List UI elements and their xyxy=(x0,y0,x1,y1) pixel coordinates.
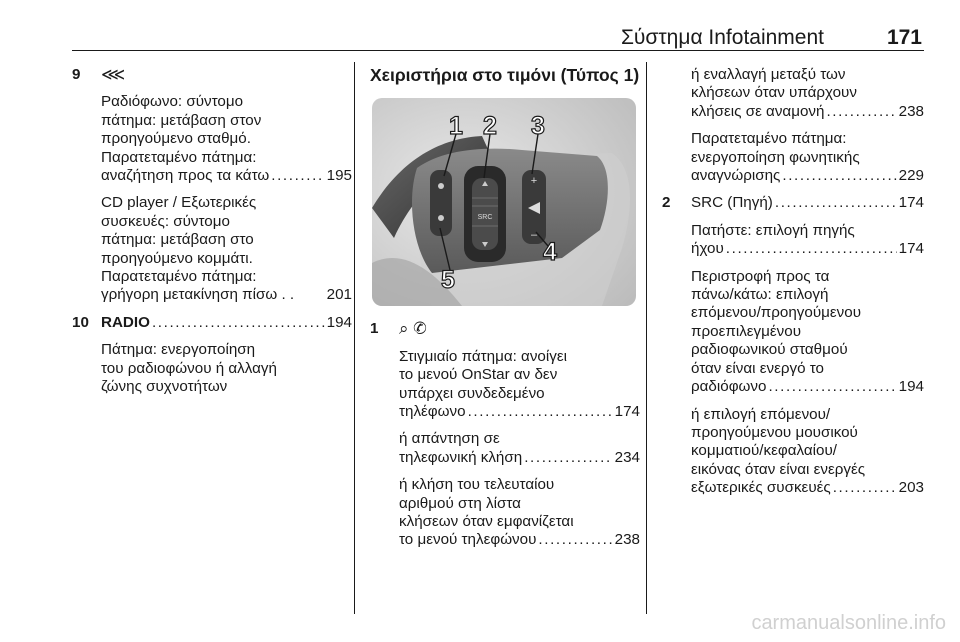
item-10 xyxy=(72,314,352,397)
item-9 xyxy=(72,66,352,305)
column-middle xyxy=(370,66,640,559)
page-number: 171 xyxy=(886,26,922,49)
item-number: 1 xyxy=(370,320,379,338)
callout-1: 1 xyxy=(449,112,463,141)
column-left xyxy=(72,66,352,406)
callout-4: 4 xyxy=(543,238,557,267)
phone-voice-symbol: ⌕ ✆ xyxy=(399,319,427,339)
page-reference: ήχου . . . 174 xyxy=(691,240,924,258)
paragraph: ή απάντηση σε τηλεφωνική κλήση . . . 234 xyxy=(399,430,640,467)
callout-3: 3 xyxy=(531,112,545,141)
item-number: 10 xyxy=(72,313,89,331)
paragraph: Περιστροφή προς τα πάνω/κάτω: επιλογή επόμενου/προηγούμενου προεπιλεγμένου ραδιοφωνικού σταθμού όταν είναι ενεργό το ραδιόφωνο . . . 194 xyxy=(691,268,924,397)
page-reference: εξωτερικές συσκευές . . . 203 xyxy=(691,479,924,497)
column-divider-right xyxy=(646,62,647,614)
callout-2: 2 xyxy=(483,112,497,141)
page-reference: RADIO . . . 194 xyxy=(101,314,352,332)
page-reference: SRC (Πηγή) . . . 174 xyxy=(691,194,924,212)
svg-text:+: + xyxy=(530,175,538,188)
item-number: 9 xyxy=(72,66,81,83)
column-right xyxy=(662,66,924,507)
src-wheel-label: SRC xyxy=(477,214,493,222)
callout-5: 5 xyxy=(441,266,455,295)
page-reference: αναγνώρισης . . . 229 xyxy=(691,167,924,185)
steering-wheel-illustration xyxy=(372,98,636,306)
seek-back-symbol: ⋘ xyxy=(101,65,126,84)
item-1 xyxy=(370,320,640,549)
page-reference: γρήγορη μετακίνηση πίσω . . 201 xyxy=(101,286,352,304)
paragraph: CD player / Εξωτερικές συσκευές: σύντομο πάτημα: μετάβαση στο προηγούμενο κομμάτι. Παρατεταμένο πάτημα: γρήγορη μετακίνηση πίσω . . 201 xyxy=(101,194,352,304)
paragraph: ή επιλογή επόμενου/ προηγούμενου μουσικού κομματιού/κεφαλαίου/ εικόνας όταν είναι ενεργές εξωτερικές συσκευές . . . 203 xyxy=(691,406,924,498)
paragraph: Παρατεταμένο πάτημα: ενεργοποίηση φωνητικής αναγνώρισης . . . 229 xyxy=(691,130,924,185)
page-header xyxy=(72,22,924,50)
section-title: Χειριστήρια στο τιμόνι (Τύπος 1) xyxy=(370,65,640,85)
column-divider-left xyxy=(354,62,355,614)
paragraph: Πάτημα: ενεργοποίηση του ραδιοφώνου ή αλλαγή ζώνης συχνοτήτων xyxy=(101,341,277,396)
item-number: 2 xyxy=(662,194,671,212)
steering-wheel-controls-figure xyxy=(372,98,636,306)
page-reference: το μενού τηλεφώνου . . . 238 xyxy=(399,531,640,549)
page-reference: κλήσεις σε αναμονή . . . 238 xyxy=(691,103,924,121)
paragraph: Ραδιόφωνο: σύντομο πάτημα: μετάβαση στον προηγούμενο σταθμό. Παρατεταμένο πάτημα: αναζήτηση προς τα κάτω . . . 195 xyxy=(101,93,352,185)
header-rule xyxy=(72,50,924,51)
paragraph: ή κλήση του τελευταίου αριθμού στη λίστα κλήσεων όταν εμφανίζεται το μενού τηλεφώνου . . . 238 xyxy=(399,476,640,550)
paragraph: ή εναλλαγή μεταξύ των κλήσεων όταν υπάρχουν κλήσεις σε αναμονή . . . 238 xyxy=(691,66,924,121)
page-reference: ραδιόφωνο . . . 194 xyxy=(691,378,924,396)
page-reference: τηλεφωνική κλήση . . . 234 xyxy=(399,449,640,467)
paragraph: Στιγμιαίο πάτημα: ανοίγει το μενού OnStar αν δεν υπάρχει συνδεδεμένο τηλέφωνο . . . 174 xyxy=(399,348,640,422)
page-title: Σύστημα Infotainment xyxy=(620,26,824,49)
item-1-continued xyxy=(662,66,924,185)
page-reference: τηλέφωνο . . . 174 xyxy=(399,403,640,421)
svg-text:–: – xyxy=(530,229,538,242)
paragraph: Πατήστε: επιλογή πηγής ήχου . . . 174 xyxy=(691,222,924,259)
item-2 xyxy=(662,194,924,497)
page-reference: αναζήτηση προς τα κάτω . . . 195 xyxy=(101,167,352,185)
watermark: carmanualsonline.info xyxy=(751,612,946,634)
